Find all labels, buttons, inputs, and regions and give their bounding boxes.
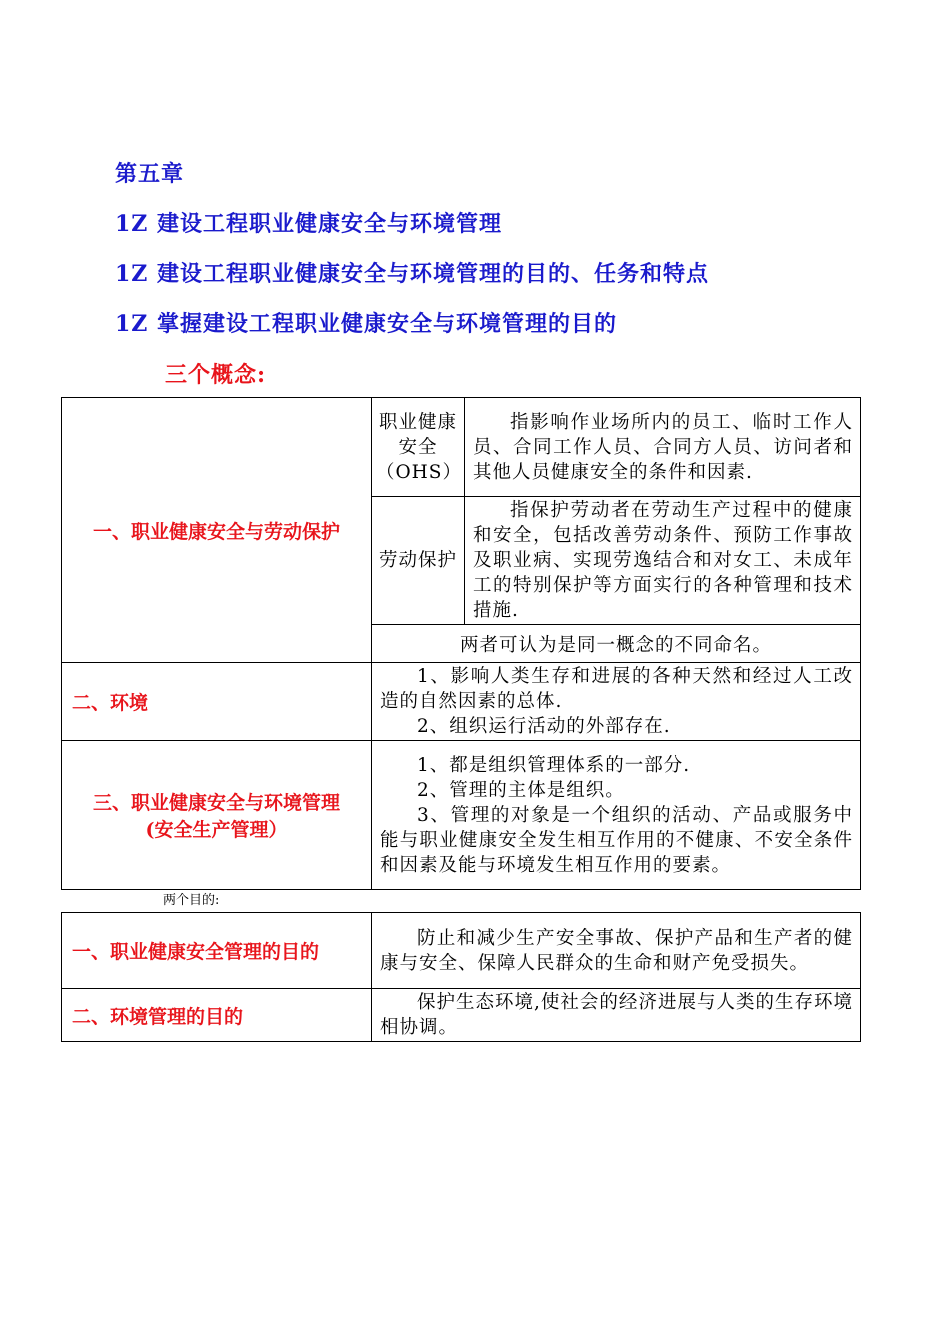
purpose-desc-environment: 保护生态环境,使社会的经济进展与人类的生存环境相协调。 <box>372 989 861 1042</box>
purposes-caption: 两个目的: <box>163 893 220 908</box>
purpose-label-ohs: 一、职业健康安全管理的目的 <box>62 913 372 989</box>
concepts-heading: 三个概念: <box>165 362 267 388</box>
purpose-desc-ohs: 防止和减少生产安全事故、保护产品和生产者的健康与安全、保障人民群众的生命和财产免受损失。 <box>372 913 861 989</box>
table-row <box>62 398 861 497</box>
table-row <box>62 663 861 741</box>
term-labor-protection: 劳动保护 <box>372 497 465 625</box>
definition-labor-protection: 指保护劳动者在劳动生产过程中的健康和安全，包括改善劳动条件、预防工作事故及职业病、实现劳逸结合和对女工、未成年工的特别保护等方面实行的各种管理和技术措施. <box>465 497 861 625</box>
purposes-table <box>61 912 861 1042</box>
chapter-title: 第五章 <box>115 161 185 187</box>
concept-note: 两者可认为是同一概念的不同命名。 <box>372 625 861 663</box>
concept-label-management: 三、职业健康安全与环境管理 (安全生产管理） <box>62 741 372 890</box>
topic-title: 1Z 掌握建设工程职业健康安全与环境管理的目的 <box>115 311 618 337</box>
concept-label-environment: 二、环境 <box>62 663 372 741</box>
term-ohs: 职业健康安全（OHS） <box>372 398 465 497</box>
definition-environment: 1、影响人类生存和进展的各种天然和经过人工改造的自然因素的总体. 2、组织运行活动的外部存在. <box>372 663 861 741</box>
section-title: 1Z 建设工程职业健康安全与环境管理 <box>115 211 503 237</box>
concept-label-ohs: 一、职业健康安全与劳动保护 <box>62 398 372 663</box>
table-row <box>62 913 861 989</box>
table-row <box>62 741 861 890</box>
purpose-label-environment: 二、环境管理的目的 <box>62 989 372 1042</box>
definition-management: 1、都是组织管理体系的一部分. 2、管理的主体是组织。 3、管理的对象是一个组织的活动、产品或服务中能与职业健康安全发生相互作用的不健康、不安全条件和因素及能与环境发生相互作用的要素。 <box>372 741 861 890</box>
table-row <box>62 989 861 1042</box>
subsection-title: 1Z 建设工程职业健康安全与环境管理的目的、任务和特点 <box>115 261 710 287</box>
definition-ohs: 指影响作业场所内的员工、临时工作人员、合同工作人员、合同方人员、访问者和其他人员健康安全的条件和因素. <box>465 398 861 497</box>
concepts-table <box>61 397 861 890</box>
